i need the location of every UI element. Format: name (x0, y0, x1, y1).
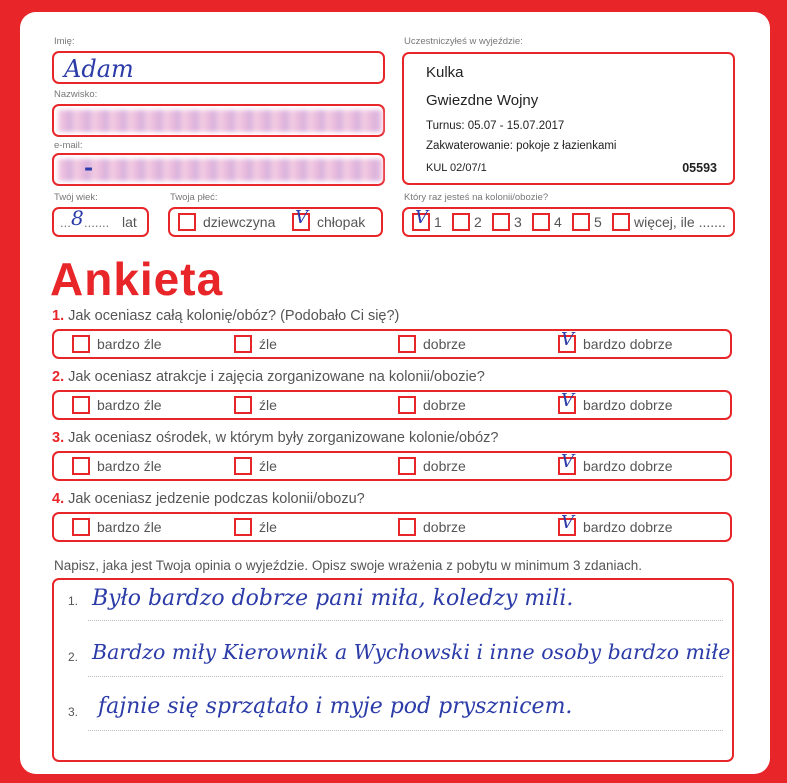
rating-row-3 (52, 451, 732, 481)
name-value: Adam (64, 55, 134, 83)
option-label: 5 (594, 214, 602, 230)
redacted-email (58, 159, 383, 181)
question-text: Jak oceniasz atrakcje i zajęcia zorganizowane na kolonii/obozie? (68, 369, 485, 385)
rating-row-4 (52, 512, 732, 542)
checkbox[interactable] (292, 207, 310, 231)
question-text: Jak oceniasz ośrodek, w którym były zorganizowane kolonie/obóz? (68, 430, 499, 446)
participant-line1: Kulka (426, 64, 464, 81)
opinion-line-text: Bardzo miły Kierownik a Wychowski i inne osoby bardzo miłe (92, 640, 731, 664)
rating-option[interactable] (398, 392, 466, 418)
checkbox[interactable] (452, 213, 470, 231)
redacted-surname (58, 110, 383, 132)
rating-option[interactable] (234, 453, 277, 479)
option-label: więcej, ile ....... (634, 214, 726, 230)
option-label: bardzo dobrze (583, 397, 673, 413)
option-label: dobrze (423, 397, 466, 413)
checkbox[interactable] (398, 518, 416, 536)
option-label: bardzo dobrze (583, 336, 673, 352)
name-field[interactable] (52, 51, 385, 84)
rating-option[interactable] (558, 453, 673, 479)
participant-box (402, 52, 735, 185)
checkbox[interactable] (234, 335, 252, 353)
question-number: 2. (52, 369, 65, 385)
checkbox[interactable] (72, 518, 90, 536)
option-label: dobrze (423, 336, 466, 352)
check-mark-icon: V (561, 390, 574, 411)
check-mark-icon: V (561, 451, 574, 472)
opinion-line-rule (88, 620, 723, 621)
rating-option[interactable] (72, 453, 162, 479)
participant-number: 05593 (682, 161, 717, 175)
rating-option[interactable] (558, 331, 673, 357)
question-text: Jak oceniasz jedzenie podczas kolonii/obozu? (68, 491, 365, 507)
question-number: 1. (52, 308, 65, 324)
times-option-4[interactable] (532, 209, 562, 235)
question-text: Jak oceniasz całą kolonię/obóz? (Podobało Ci się?) (68, 308, 400, 324)
option-label: 3 (514, 214, 522, 230)
rating-option[interactable] (558, 514, 673, 540)
checkbox[interactable] (532, 213, 550, 231)
check-mark-icon: V (415, 207, 428, 228)
question-1 (52, 308, 399, 324)
option-label: dobrze (423, 458, 466, 474)
option-label: bardzo źle (97, 458, 162, 474)
times-label: Który raz jesteś na kolonii/obozie? (404, 192, 549, 203)
checkbox[interactable] (572, 213, 590, 231)
email-label: e-mail: (54, 140, 83, 151)
question-4 (52, 491, 365, 507)
age-unit: lat (122, 214, 137, 230)
survey-sheet (20, 12, 770, 774)
checkbox[interactable] (398, 335, 416, 353)
check-mark-icon: V (295, 207, 308, 228)
opinion-line-text: fajnie się sprzątało i myje pod prysznicem. (98, 694, 573, 719)
participant-accommodation: Zakwaterowanie: pokoje z łazienkami (426, 140, 617, 152)
option-label: bardzo źle (97, 519, 162, 535)
opinion-prompt: Napisz, jaka jest Twoja opinia o wyjeździe. Opisz swoje wrażenia z pobytu w minimum 3 zdaniach. (54, 558, 643, 573)
age-dots: ... (60, 215, 71, 230)
checkbox[interactable] (558, 329, 576, 353)
checkbox[interactable] (234, 457, 252, 475)
name-label: Imię: (54, 36, 75, 47)
question-number: 3. (52, 430, 65, 446)
option-label: źle (259, 458, 277, 474)
option-label: bardzo dobrze (583, 458, 673, 474)
gender-label: Twoja płeć: (170, 192, 218, 203)
opinion-line-number: 2. (68, 650, 79, 664)
checkbox[interactable] (72, 396, 90, 414)
gender-option-male[interactable] (292, 209, 365, 235)
rating-option[interactable] (234, 392, 277, 418)
times-option-2[interactable] (452, 209, 482, 235)
option-label: źle (259, 336, 277, 352)
checkbox[interactable] (612, 213, 630, 231)
rating-option[interactable] (398, 514, 466, 540)
age-field[interactable] (52, 207, 149, 237)
check-mark-icon: V (561, 329, 574, 350)
opinion-line-text: Było bardzo dobrze pani miła, koledzy mili. (92, 586, 574, 611)
checkbox[interactable] (492, 213, 510, 231)
surname-label: Nazwisko: (54, 89, 98, 100)
rating-row-1 (52, 329, 732, 359)
opinion-line-number: 1. (68, 594, 79, 608)
participant-line2: Gwiezdne Wojny (426, 92, 539, 109)
participant-label: Uczestniczyłeś w wyjeździe: (404, 36, 523, 47)
checkbox[interactable] (178, 213, 196, 231)
rating-option[interactable] (398, 331, 466, 357)
question-number: 4. (52, 491, 65, 507)
times-field (402, 207, 735, 237)
checkbox[interactable] (398, 396, 416, 414)
participant-turnus: Turnus: 05.07 - 15.07.2017 (426, 120, 565, 132)
checkbox[interactable] (234, 396, 252, 414)
opinion-field[interactable] (52, 578, 734, 762)
email-field[interactable] (52, 153, 385, 186)
rating-option[interactable] (72, 514, 162, 540)
checkbox[interactable] (398, 457, 416, 475)
option-label: dobrze (423, 519, 466, 535)
option-label: źle (259, 397, 277, 413)
rating-option[interactable] (234, 331, 277, 357)
gender-option-female[interactable] (178, 209, 275, 235)
option-label: dziewczyna (203, 214, 276, 230)
question-2 (52, 369, 485, 385)
age-value: 8 (71, 206, 84, 230)
checkbox[interactable] (234, 518, 252, 536)
rating-option[interactable] (398, 453, 466, 479)
option-label: 1 (434, 214, 442, 230)
checkbox[interactable] (72, 457, 90, 475)
age-label: Twój wiek: (54, 192, 98, 203)
surname-field[interactable] (52, 104, 385, 137)
gender-field (168, 207, 383, 237)
checkbox[interactable] (72, 335, 90, 353)
times-option-3[interactable] (492, 209, 522, 235)
times-option-5[interactable] (572, 209, 602, 235)
times-option-more[interactable] (612, 209, 726, 235)
times-option-1[interactable] (412, 209, 442, 235)
rating-option[interactable] (72, 331, 162, 357)
rating-row-2 (52, 390, 732, 420)
checkbox[interactable] (558, 390, 576, 414)
option-label: chłopak (317, 214, 366, 230)
participant-code: KUL 02/07/1 (426, 162, 487, 174)
checkbox[interactable] (412, 207, 430, 231)
option-label: bardzo źle (97, 336, 162, 352)
email-value: - (84, 155, 94, 181)
page-title: Ankieta (50, 253, 224, 305)
rating-option[interactable] (558, 392, 673, 418)
option-label: 4 (554, 214, 562, 230)
check-mark-icon: V (561, 512, 574, 533)
opinion-line-rule (88, 676, 723, 677)
option-label: bardzo dobrze (583, 519, 673, 535)
age-dots-2: ....... (84, 215, 110, 230)
opinion-line-rule (88, 730, 723, 731)
opinion-line-number: 3. (68, 705, 79, 719)
question-3 (52, 430, 498, 446)
option-label: 2 (474, 214, 482, 230)
option-label: bardzo źle (97, 397, 162, 413)
checkbox[interactable] (558, 512, 576, 536)
rating-option[interactable] (72, 392, 162, 418)
rating-option[interactable] (234, 514, 277, 540)
option-label: źle (259, 519, 277, 535)
checkbox[interactable] (558, 451, 576, 475)
